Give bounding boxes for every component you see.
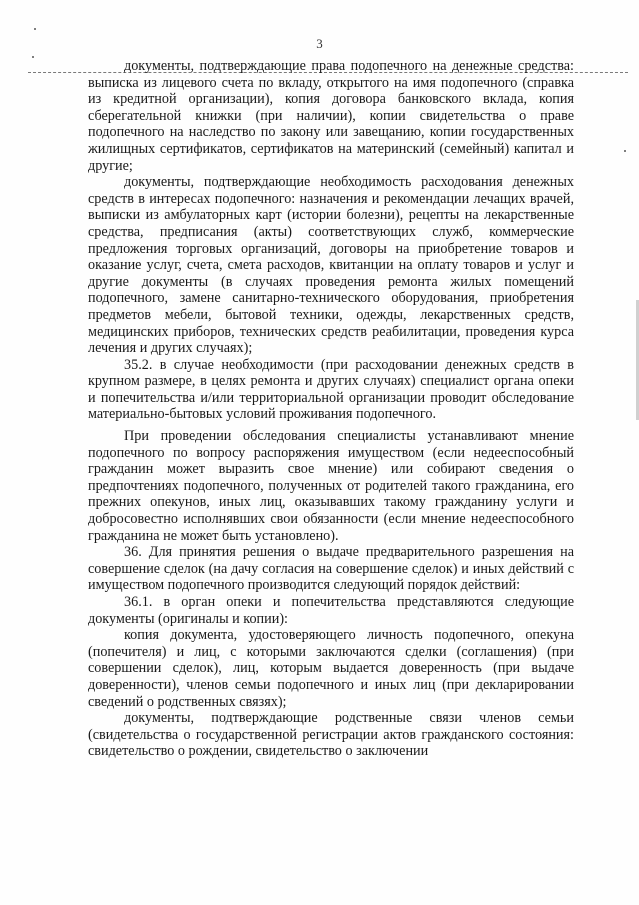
paragraph-identity-copies: копия документа, удостоверяющего личность подопечного, опекуна (попечителя) и лиц, с которыми заключаются сделки (соглашения) (при совершении сделок), лиц, которым выдается доверенность (при выдаче доверенности), членов семьи подопечного и иных лиц (при декларировании сведений о родственных связях); bbox=[88, 627, 574, 710]
paragraph-36-1: 36.1. в орган опеки и попечительства представляются следующие документы (оригиналы и копии): bbox=[88, 594, 574, 627]
document-body bbox=[88, 58, 574, 760]
paragraph-rights-documents: документы, подтверждающие права подопечного на денежные средства: выписка из лицевого счета по вкладу, открытого на имя подопечного (справка из кредитной организации), копия договора банковского вклада, копия сберегательной книжки (при наличии), копии свидетельства о праве подопечного на наследство по закону или завещанию, копии государственных жилищных сертификатов, сертификатов на материнский (семейный) капитал и другие; bbox=[88, 58, 574, 174]
paragraph-survey: При проведении обследования специалисты устанавливают мнение подопечного по вопросу распоряжения имуществом (если недееспособный гражданин может выразить свое мнение) или собирают сведения о предпочтениях подопечного, полученных от родителей такого гражданина, его прежних опекунов, иных лиц, оказывавших такому гражданину услуги и добросовестно исполнявших свои обязанности (если мнение недееспособного гражданина не может быть установлено). bbox=[88, 428, 574, 544]
page-number: 3 bbox=[316, 36, 323, 51]
paragraph-kinship-documents: документы, подтверждающие родственные связи членов семьи (свидетельства о государственной регистрации актов гражданского состояния: свидетельство о рождении, свидетельство о заключении bbox=[88, 710, 574, 760]
scan-speck bbox=[34, 28, 36, 30]
paragraph-necessity-documents: документы, подтверждающие необходимость расходования денежных средств в интересах подопечного: назначения и рекомендации лечащих врачей, выписки из амбулаторных карт (истории болезни), рецепты на лекарственные средства, предписания (акты) соответствующих служб, коммерческие предложения торговых организаций, договоры на приобретение товаров и оказание услуг, счета, смета расходов, квитанции на оплату товаров и услуг и другие документы (в случаях проведения ремонта жилых помещений подопечного, замене санитарно-технического оборудования, приобретения предметов мебели, бытовой техники, одежды, лекарственных средств, медицинских приборов, технических средств реабилитации, проведения курса лечения и других случаях); bbox=[88, 174, 574, 357]
paragraph-35-2: 35.2. в случае необходимости (при расходовании денежных средств в крупном размере, в целях ремонта и других случаях) специалист органа опеки и попечительства и/или территориальной организации проводит обследование материально-бытовых условий проживания подопечного. bbox=[88, 356, 574, 423]
scan-speck bbox=[624, 150, 626, 152]
scan-speck bbox=[32, 56, 34, 58]
paragraph-36: 36. Для принятия решения о выдаче предварительного разрешения на совершение сделок (на дачу согласия на совершение сделок) и иных действий с имуществом подопечного производится следующий порядок действий: bbox=[88, 544, 574, 594]
